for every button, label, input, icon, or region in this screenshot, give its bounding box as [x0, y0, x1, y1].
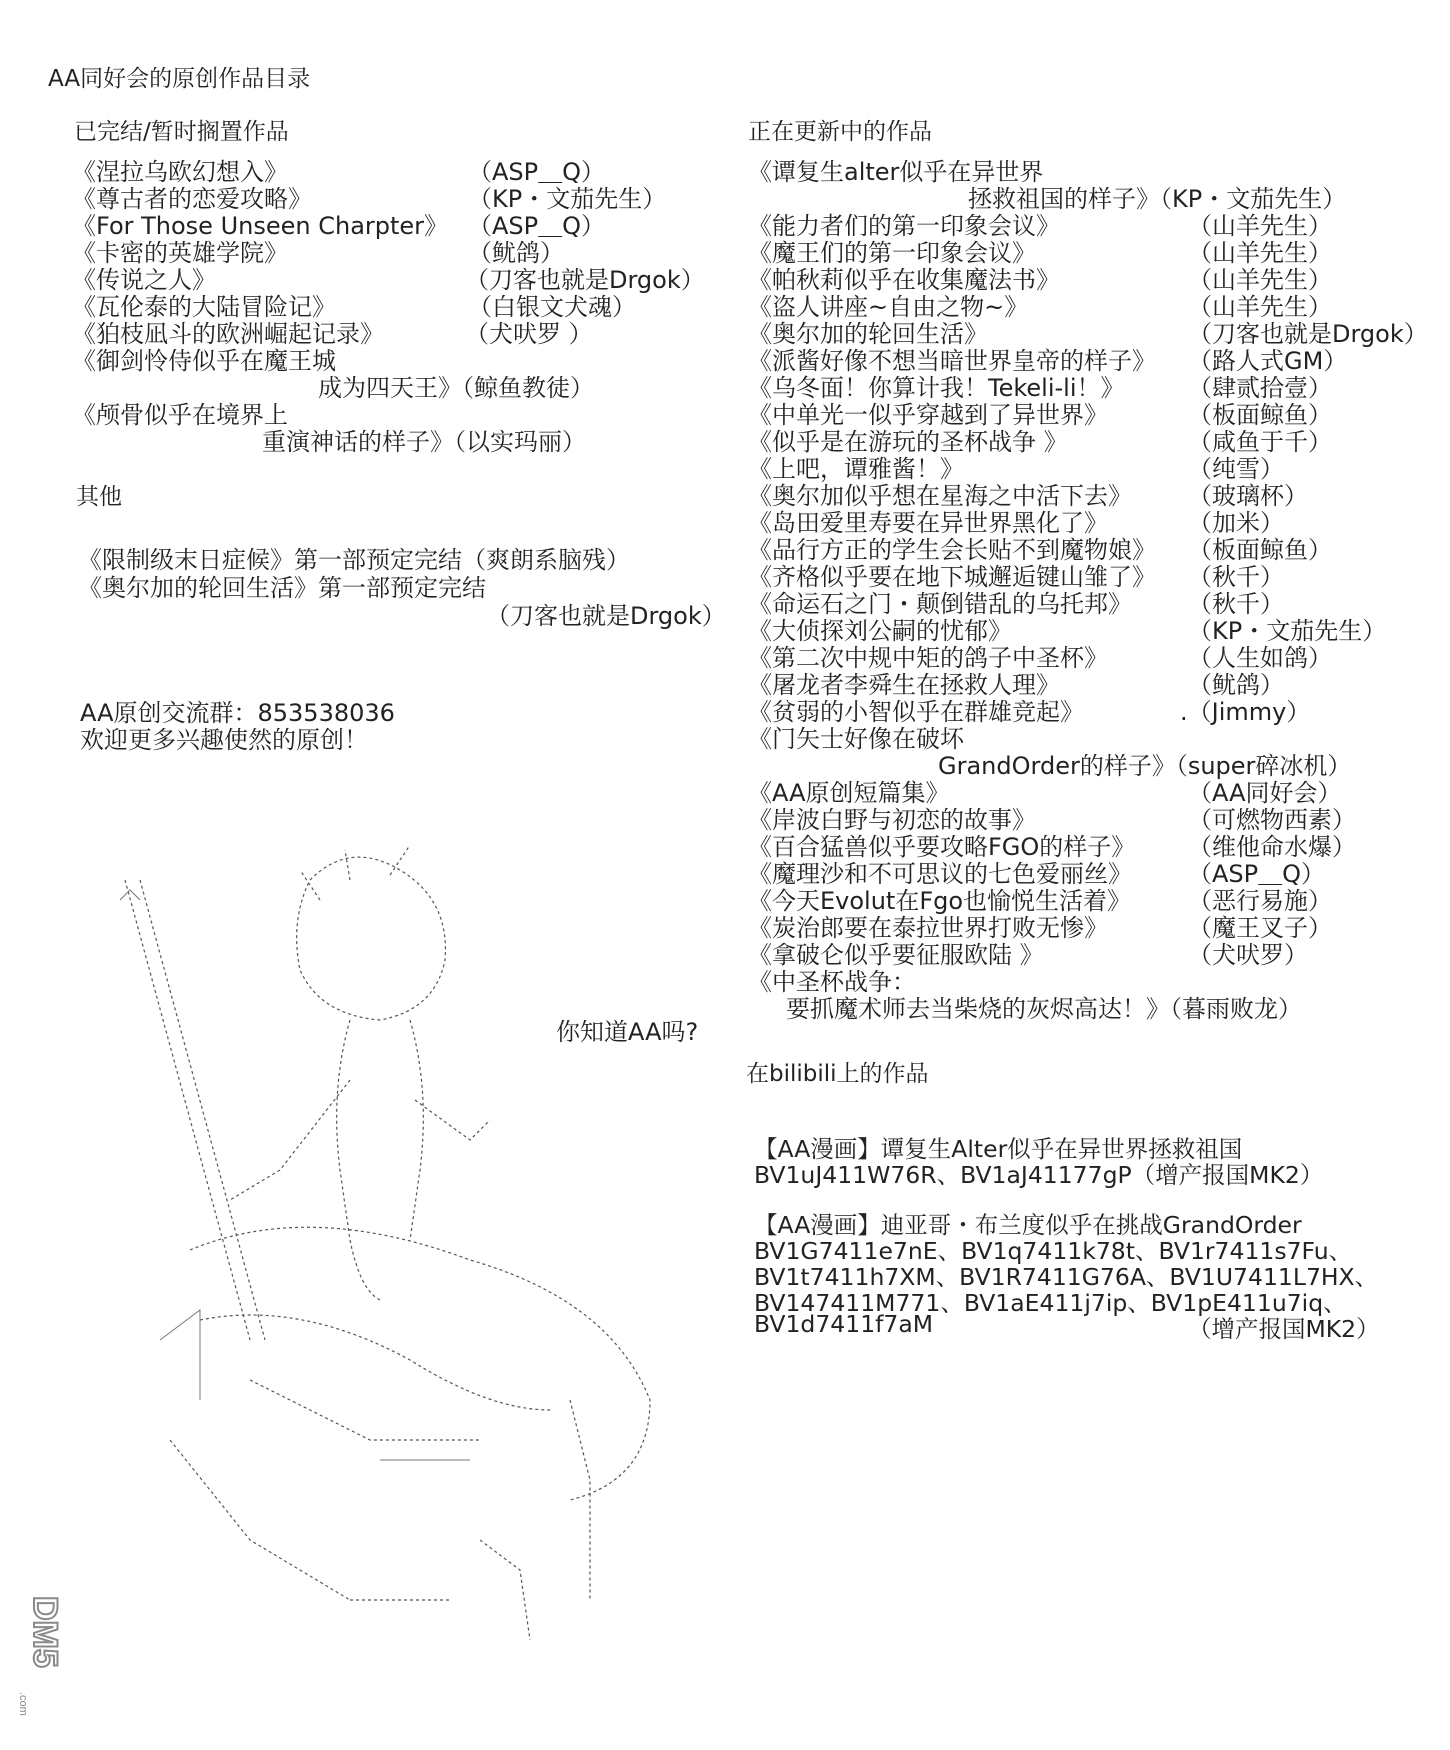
list-item: （AA同好会）: [1188, 779, 1342, 807]
svg-text:DM5: DM5: [26, 1596, 64, 1668]
list-item: （路人式GM）: [1188, 347, 1348, 375]
list-item: GrandOrder的样子》（super碎冰机）: [938, 752, 1352, 780]
list-item: （秋千）: [1188, 563, 1284, 591]
list-item: 《中单光一似乎穿越到了异世界》: [748, 401, 1108, 429]
list-item: （板面鲸鱼）: [1188, 536, 1332, 564]
list-item: 《魔王们的第一印象会议》: [748, 239, 1036, 267]
list-item: （KP・文茄先生）: [1188, 617, 1387, 645]
list-item: 【AA漫画】谭复生Alter似乎在异世界拯救祖国: [754, 1135, 1243, 1163]
list-item: 《大侦探刘公嗣的忧郁》: [748, 617, 1012, 645]
list-item: 要抓魔术师去当柴烧的灰烬高达！》（暮雨败龙）: [786, 995, 1302, 1023]
list-item: （恶行易施）: [1188, 887, 1332, 915]
list-item: 《似乎是在游玩的圣杯战争 》: [748, 428, 1068, 456]
list-item: 《奥尔加的轮回生活》: [748, 320, 988, 348]
list-item: 《涅拉乌欧幻想入》: [72, 158, 288, 186]
group-welcome: 欢迎更多兴趣使然的原创！: [80, 726, 368, 754]
speech-text: 你知道AA吗?: [556, 1018, 699, 1046]
list-item: 《限制级末日症候》第一部预定完结（爽朗系脑残）: [78, 546, 630, 574]
list-item: 《AA原创短篇集》: [748, 779, 950, 807]
list-item: （增产报国MK2）: [1188, 1315, 1380, 1343]
list-item: 《上吧，谭雅酱！》: [748, 455, 964, 483]
list-item: 《魔理沙和不可思议的七色爱丽丝》: [748, 860, 1132, 888]
list-item: 成为四天王》（鲸鱼教徒）: [318, 374, 594, 402]
list-item: 《炭治郎要在泰拉世界打败无惨》: [748, 914, 1108, 942]
list-item: （咸鱼于千）: [1188, 428, 1332, 456]
list-item: 《百合猛兽似乎要攻略FGO的样子》: [748, 833, 1136, 861]
list-item: （山羊先生）: [1188, 212, 1332, 240]
list-item: 《拿破仑似乎要征服欧陆 》: [748, 941, 1044, 969]
list-item: 《谭复生alter似乎在异世界: [748, 158, 1044, 186]
list-item: （魔王叉子）: [1188, 914, 1332, 942]
list-item: （维他命水爆）: [1188, 833, 1356, 861]
list-item: （ASP＿Q）: [468, 212, 606, 240]
list-item: 《今天Evolut在Fgo也愉悦生活着》: [748, 887, 1132, 915]
list-item: 《第二次中规中矩的鸽子中圣杯》: [748, 644, 1108, 672]
list-item: 《盗人讲座~自由之物~》: [748, 293, 1029, 321]
list-item: 《狛枝凪斗的欧洲崛起记录》: [72, 320, 384, 348]
group-number: AA原创交流群：853538036: [80, 699, 395, 727]
list-item: 《屠龙者李舜生在拯救人理》: [748, 671, 1060, 699]
list-item: （ASP＿Q）: [1188, 860, 1326, 888]
list-item: （犬吠罗 ）: [465, 320, 593, 348]
list-item: BV1t7411h7XM、BV1R7411G76A、BV1U7411L7HX、: [754, 1263, 1379, 1291]
list-item: 《派酱好像不想当暗世界皇帝的样子》: [748, 347, 1156, 375]
list-item: 《尊古者的恋爱攻略》: [72, 185, 312, 213]
list-item: （鱿鸽）: [1188, 671, 1284, 699]
list-item: （板面鲸鱼）: [1188, 401, 1332, 429]
list-item: （ASP＿Q）: [468, 158, 606, 186]
list-item: BV1uJ411W76R、BV1aJ41177gP（增产报国MK2）: [754, 1161, 1324, 1189]
list-item: 《传说之人》: [72, 266, 216, 294]
list-item: （肆贰拾壹）: [1188, 374, 1332, 402]
list-item: （山羊先生）: [1188, 293, 1332, 321]
list-item: （加米）: [1188, 509, 1284, 537]
list-item: .（Jimmy）: [1180, 698, 1311, 726]
list-item: 《贫弱的小智似乎在群雄竞起》: [748, 698, 1084, 726]
list-item: 《卡密的英雄学院》: [72, 239, 288, 267]
list-item: 《岛田爱里寿要在异世界黑化了》: [748, 509, 1108, 537]
list-item: 《奥尔加的轮回生活》第一部预定完结: [78, 574, 486, 602]
list-item: 《齐格似乎要在地下城邂逅键山雏了》: [748, 563, 1156, 591]
list-item: （刀客也就是Drgok）: [1188, 320, 1428, 348]
list-item: 《中圣杯战争：: [748, 968, 916, 996]
list-item: （KP・文茄先生）: [468, 185, 667, 213]
list-item: （刀客也就是Drgok）: [486, 602, 726, 630]
list-item: 《门矢士好像在破坏: [748, 725, 964, 753]
completed-heading: 已完结/暂时搁置作品: [74, 119, 289, 145]
ascii-art-figure: [50, 840, 710, 1670]
list-item: （纯雪）: [1188, 455, 1284, 483]
list-item: （秋千）: [1188, 590, 1284, 618]
svg-text:.com: .com: [17, 1692, 29, 1716]
list-item: 《能力者们的第一印象会议》: [748, 212, 1060, 240]
list-item: （鱿鸽）: [468, 239, 564, 267]
list-item: 《命运石之门・颠倒错乱的乌托邦》: [748, 590, 1132, 618]
list-item: （山羊先生）: [1188, 239, 1332, 267]
list-item: （玻璃杯）: [1188, 482, 1308, 510]
list-item: （刀客也就是Drgok）: [465, 266, 705, 294]
list-item: 《瓦伦泰的大陆冒险记》: [72, 293, 336, 321]
list-item: 重演神话的样子》（以实玛丽）: [262, 428, 586, 456]
list-item: 【AA漫画】迪亚哥・布兰度似乎在挑战GrandOrder: [754, 1211, 1302, 1239]
list-item: 《奥尔加似乎想在星海之中活下去》: [748, 482, 1132, 510]
list-item: （人生如鸽）: [1188, 644, 1332, 672]
page-title: AA同好会的原创作品目录: [48, 66, 311, 92]
list-item: 拯救祖国的样子》（KP・文茄先生）: [968, 185, 1347, 213]
list-item: BV147411M771、BV1aE411j7ip、BV1pE411u7iq、: [754, 1289, 1347, 1317]
dm5-watermark-logo: [14, 1592, 64, 1732]
list-item: 《颅骨似乎在境界上: [72, 401, 288, 429]
list-item: （白银文犬魂）: [468, 293, 636, 321]
other-heading: 其他: [76, 484, 122, 510]
list-item: BV1d7411f7aM: [754, 1310, 934, 1338]
updating-heading: 正在更新中的作品: [748, 119, 932, 145]
list-item: 《岸波白野与初恋的故事》: [748, 806, 1036, 834]
list-item: 《帕秋莉似乎在收集魔法书》: [748, 266, 1060, 294]
list-item: 《品行方正的学生会长贴不到魔物娘》: [748, 536, 1156, 564]
list-item: 《For Those Unseen Charpter》: [72, 212, 449, 240]
bilibili-heading: 在bilibili上的作品: [746, 1061, 929, 1087]
list-item: （可燃物西素）: [1188, 806, 1356, 834]
list-item: 《御剑怜侍似乎在魔王城: [72, 347, 336, 375]
list-item: （犬吠罗）: [1188, 941, 1308, 969]
list-item: （山羊先生）: [1188, 266, 1332, 294]
list-item: BV1G7411e7nE、BV1q7411k78t、BV1r7411s7Fu、: [754, 1237, 1353, 1265]
list-item: 《乌冬面！你算计我！Tekeli-li！》: [748, 374, 1125, 402]
